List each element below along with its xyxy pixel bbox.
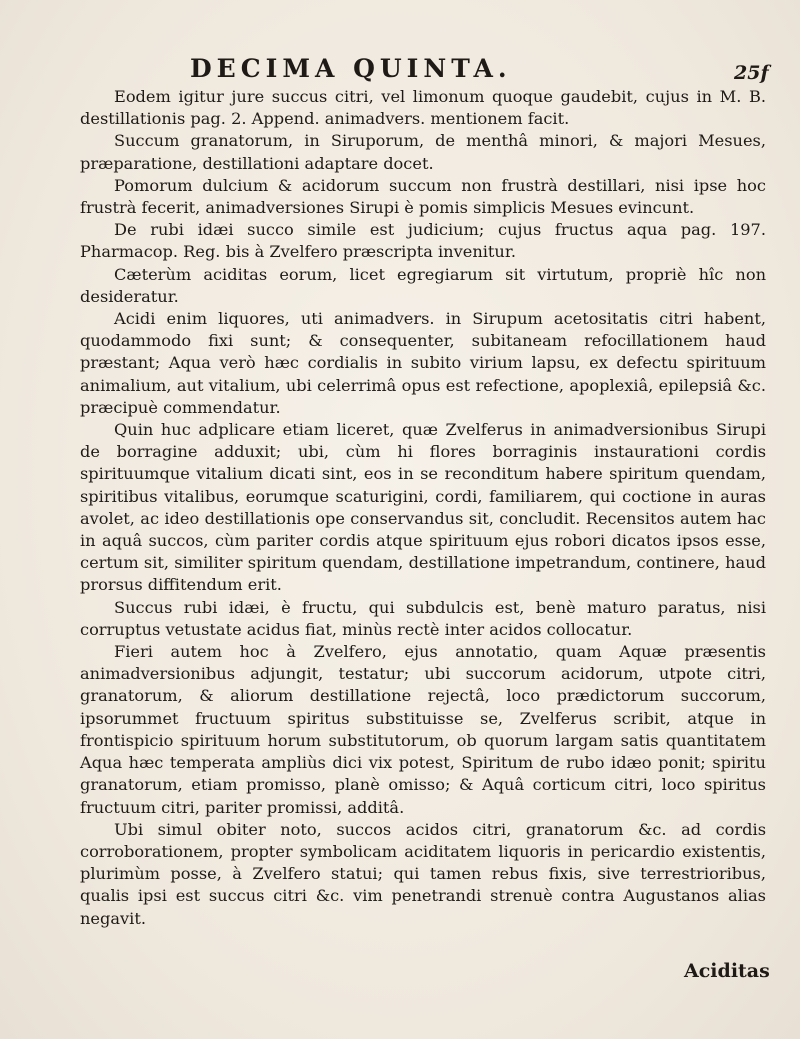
paragraph: Fieri autem hoc à Zvelfero, ejus annotatio, quam Aquæ præsentis animadversionibus adjungit, testatur; ubi succorum acidorum, utpote citri, granatorum, & aliorum destillatione rejectâ, loco prædictorum succorum, ipsorummet fructuum spiritus substituisse se, Zvelferus scribit, atque in frontispicio spirituum horum substitutorum, ob quorum largam satis quantitatem Aqua hæc temperata ampliùs dici vix potest, Spiritum de rubo idæo ponit; spiritu granatorum, etiam promisso, planè omisso; & Aquâ corticum citri, loco spiritus fructuum citri, pariter promissi, additâ. [80,642,766,817]
paragraph: Pomorum dulcium & acidorum succum non frustrà destillari, nisi ipse hoc frustrà fecerit, animadversiones Sirupi è pomis simplicis Mesues evincunt. [80,175,766,218]
page-header [0,46,800,86]
paragraph: Acidi enim liquores, uti animadvers. in Sirupum acetositatis citri habent, quodammodo fixi sunt; & consequenter, subitaneam refocillationem haud præstant; Aqua verò hæc cordialis in subito virium lapsu, ex defectu spirituum animalium, aut vitalium, ubi celerrimâ opus est refectione, apoplexiâ, epilepsiâ &c. præcipuè commendatur. [80,309,766,417]
paragraph: Succum granatorum, in Siruporum, de menthâ minori, & majori Mesues, præparatione, destillationi adaptare docet. [80,131,766,173]
paragraph: Eodem igitur jure succus citri, vel limonum quoque gaudebit, cujus in M. B. destillationis pag. 2. Append. animadvers. mentionem facit. [80,87,766,129]
paragraph: Cæterùm aciditas eorum, licet egregiarum sit virtutum, propriè hîc non desideratur. [80,264,766,306]
paragraph: Ubi simul obiter noto, succos acidos citri, granatorum &c. ad cordis corroborationem, propter symbolicam aciditatem liquoris in pericardio existentis, plurimùm posse, à Zvelfero statui; qui tamen rebus fixis, sive terrestrioribus, qualis ipsi est succus citri &c. vim penetrandi strenuè contra Augustanos alias negavit. [80,819,766,928]
body-text [80,86,766,930]
paragraph: Quin huc adplicare etiam liceret, quæ Zvelferus in animadversionibus Sirupi de borragine adduxit; ubi, cùm hi flores borraginis instaurationi cordis spirituumque vitalium dicati sint, eos in se reconditum habere spiritum quendam, spiritibus vitalibus, eorumque scaturigini, cordi, familiarem, qui coctione in auras avolet, ac ideo destillationis ope conservandus sit, concludit. Recensitos autem hac in aquâ succos, cùm pariter cordis atque spirituum ejus robori dicatos ipsos esse, certum sit, similiter spiritum quendam, destillatione impetrandum, continere, haud prorsus diffitendum erit. [80,420,766,595]
paragraph: De rubi idæi succo simile est judicium; cujus fructus aqua pag. 197. Pharmacop. Reg. bis à Zvelfero præscripta invenitur. [80,220,766,262]
running-head: DECIMA QUINTA. [190,54,512,83]
page-number: 25f [734,62,769,84]
paragraph: Succus rubi idæi, è fructu, qui subdulcis est, benè maturo paratus, nisi corruptus vetustate acidus fiat, minùs rectè inter acidos collocatur. [80,597,766,639]
catchword: Aciditas [684,960,770,982]
